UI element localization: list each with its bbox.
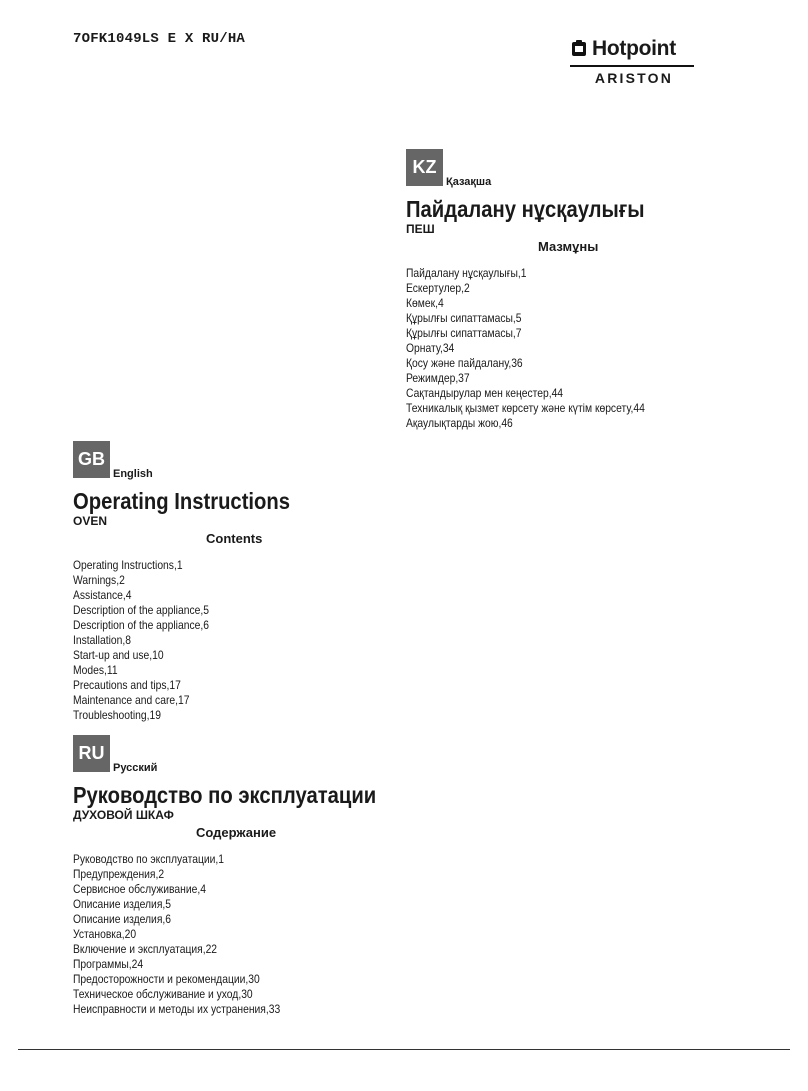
language-badge-gb: GB (73, 441, 110, 478)
section-title-kz: Пайдалану нұсқаулығы (406, 196, 645, 222)
section-ru (73, 735, 418, 1017)
section-subtitle-kz: ПЕШ (406, 222, 435, 236)
toc-item: Warnings,2 (73, 573, 125, 587)
language-header-ru (73, 735, 418, 772)
toc-item: Программы,24 (73, 957, 144, 971)
toc-item: Operating Instructions,1 (73, 558, 183, 572)
toc-item: Ақаулықтарды жою,46 (406, 416, 513, 430)
toc-item: Предосторожности и рекомендации,30 (73, 972, 260, 986)
bottom-divider (18, 1049, 790, 1050)
language-name-kz: Қазақша (446, 176, 492, 188)
section-title-gb: Operating Instructions (73, 488, 291, 514)
section-kz (406, 149, 684, 431)
toc-item: Техническое обслуживание и уход,30 (73, 987, 253, 1001)
toc-item: Режимдер,37 (406, 371, 470, 385)
toc-item: Сақтандырулар мен кеңестер,44 (406, 386, 564, 400)
contents-heading-ru: Содержание (196, 825, 277, 840)
toc-item: Включение и эксплуатация,22 (73, 942, 218, 956)
toc-item: Описание изделия,5 (73, 897, 172, 911)
toc-item: Көмек,4 (406, 296, 444, 310)
toc-item: Предупреждения,2 (73, 867, 165, 881)
logo-brand-text: Hotpoint (592, 37, 676, 60)
toc-item: Пайдалану нұсқаулығы,1 (406, 266, 527, 280)
toc-list-gb (73, 558, 320, 723)
toc-item: Maintenance and care,17 (73, 693, 190, 707)
toc-item: Installation,8 (73, 633, 131, 647)
toc-item: Құрылғы сипаттамасы,5 (406, 311, 522, 325)
toc-item: Precautions and tips,17 (73, 678, 181, 692)
language-name-ru: Русский (113, 762, 158, 774)
toc-item: Қосу және пайдалану,36 (406, 356, 523, 370)
section-title-ru: Руководство по эксплуатации (73, 782, 377, 808)
toc-item: Құрылғы сипаттамасы,7 (406, 326, 522, 340)
section-subtitle-gb: OVEN (73, 514, 108, 528)
model-number: 7OFK1049LS E X RU/HA (73, 31, 246, 47)
section-gb (73, 441, 320, 723)
toc-item: Ескертулер,2 (406, 281, 470, 295)
contents-heading-kz: Мазмұны (538, 239, 599, 254)
language-badge-kz: KZ (406, 149, 443, 186)
toc-item: Assistance,4 (73, 588, 132, 602)
toc-item: Description of the appliance,6 (73, 618, 209, 632)
brand-logo (570, 38, 694, 86)
language-badge-ru: RU (73, 735, 110, 772)
toc-item: Неисправности и методы их устранения,33 (73, 1002, 281, 1016)
toc-list-ru (73, 852, 418, 1017)
logo-sub-text: ARISTON (594, 70, 674, 86)
toc-list-kz (406, 266, 684, 431)
section-subtitle-ru: ДУХОВОЙ ШКАФ (73, 808, 174, 822)
toc-item: Орнату,34 (406, 341, 455, 355)
toc-item: Техникалық қызмет көрсету және күтім көрсету,44 (406, 401, 645, 415)
toc-item: Start-up and use,10 (73, 648, 164, 662)
toc-item: Modes,11 (73, 663, 118, 677)
language-header-gb (73, 441, 320, 478)
hotpoint-logo-icon (570, 40, 588, 58)
toc-item: Description of the appliance,5 (73, 603, 209, 617)
language-name-gb: English (113, 468, 153, 480)
toc-item: Troubleshooting,19 (73, 708, 161, 722)
toc-item: Руководство по эксплуатации,1 (73, 852, 224, 866)
language-header-kz (406, 149, 684, 186)
contents-heading-gb: Contents (206, 531, 263, 546)
toc-item: Сервисное обслуживание,4 (73, 882, 206, 896)
toc-item: Описание изделия,6 (73, 912, 172, 926)
toc-item: Установка,20 (73, 927, 137, 941)
logo-divider (570, 65, 694, 67)
